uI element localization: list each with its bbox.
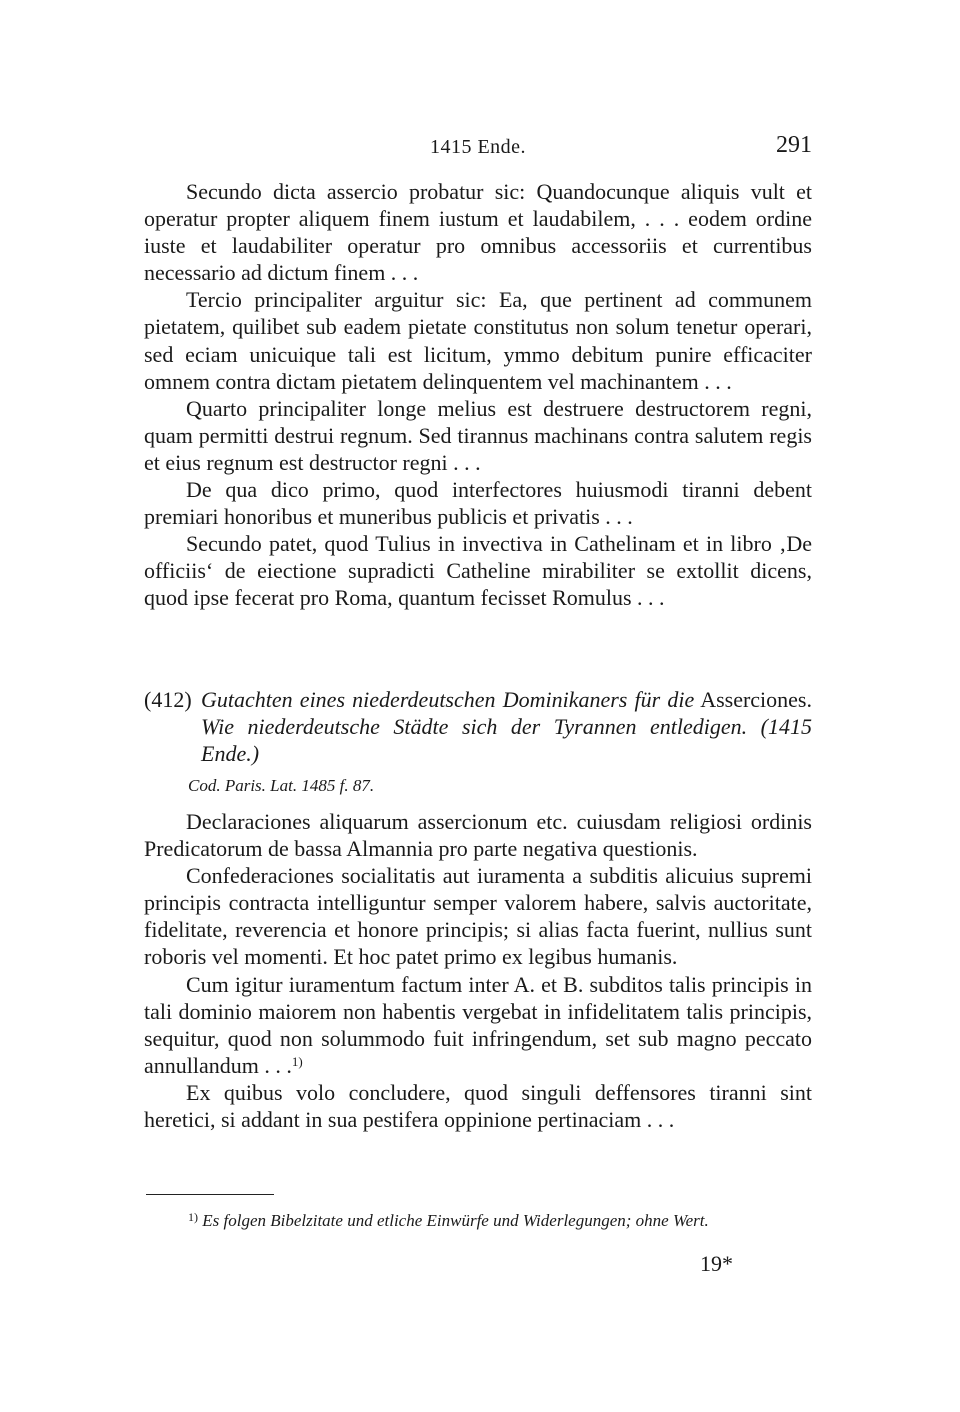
body-text-top bbox=[144, 178, 812, 612]
entry-number: (412) bbox=[144, 687, 192, 712]
entry-title-italic: Gutachten eines niederdeutschen Dominikaners für die bbox=[201, 687, 695, 712]
signature-mark: 19* bbox=[700, 1251, 733, 1276]
paragraph: Ex quibus volo concludere, quod singuli deffensores tiranni sint heretici, si addant in sua pestifera oppinione pertinaciam . . . bbox=[144, 1079, 812, 1133]
page-header bbox=[144, 132, 812, 166]
entry-title bbox=[201, 686, 812, 767]
paragraph: Secundo patet, quod Tulius in invectiva in Cathelinam et in libro ‚De officiis‘ de eiectione supradicti Catheline mirabiliter se extollit dicens, quod ipse fecerat pro Roma, quantum fecisset Romulus . . . bbox=[144, 531, 812, 611]
footnote-rule bbox=[146, 1194, 274, 1195]
entry-title-roman: Asserciones. bbox=[700, 687, 812, 712]
paragraph: Declaraciones aliquarum assercionum etc. cuiusdam religiosi ordinis Predicatorum de bassa Almannia pro parte negativa questionis. bbox=[144, 809, 812, 862]
footnote-text: Es folgen Bibelzitate und etliche Einwürfe und Widerlegungen; ohne Wert. bbox=[202, 1211, 709, 1230]
paragraph: Confederaciones socialitatis aut iuramenta a subditis alicuius supremi principis contracta intelliguntur semper valorem habere, salvis auctoritate, fidelitate, reverencia et honore principis; si alias facta fuerint, nullius sunt roboris vel momenti. Et hoc patet primo ex legibus humanis. bbox=[144, 863, 812, 970]
footnote-mark: 1) bbox=[188, 1210, 198, 1224]
paragraph-text: Cum igitur iuramentum factum inter A. et B. subditos talis principis in tali dominio maiorem non habentis vergebat in infidelitatem talis principis, sequitur, quod non solummodo fuit infringendum, set sub magno peccato annullandum . . . bbox=[144, 971, 812, 1078]
body-text-bottom bbox=[144, 808, 812, 1133]
entry-heading bbox=[144, 686, 812, 767]
entry-title-italic-2: Wie niederdeutsche Städte sich der Tyrannen entledigen. (1415 Ende.) bbox=[201, 714, 812, 766]
paragraph bbox=[144, 971, 812, 1079]
footnote bbox=[146, 1207, 812, 1231]
source-reference: Cod. Paris. Lat. 1485 f. 87. bbox=[188, 776, 375, 795]
paragraph: Secundo dicta assercio probatur sic: Quandocunque aliquis vult et operatur propter aliquem finem iustum et laudabilem, . . . eodem ordine iuste et laudabiliter operatur pro omnibus accessoriis et currentibus necessario ad dictum finem . . . bbox=[144, 179, 812, 286]
paragraph: Tercio principaliter arguitur sic: Ea, que pertinent ad communem pietatem, quilibet sub eadem pietate constitutus non solum tenetur operari, sed eciam unicuique tali est licitum, ymmo debitum punire efficaciter omnem contra dictam pietatem delinquentem vel machinantem . . . bbox=[144, 287, 812, 394]
footnote-reference: 1) bbox=[291, 1053, 303, 1069]
paragraph: Quarto principaliter longe melius est destruere destructorem regni, quam permitti destrui regnum. Sed tirannus machinans contra salutem regis et eius regnum est destructor regni . . . bbox=[144, 395, 812, 475]
running-title: 1415 Ende. bbox=[429, 136, 527, 158]
paragraph: De qua dico primo, quod interfectores huiusmodi tiranni debent premiari honoribus et muneribus publicis et privatis . . . bbox=[144, 477, 812, 530]
page-number: 291 bbox=[776, 132, 812, 158]
